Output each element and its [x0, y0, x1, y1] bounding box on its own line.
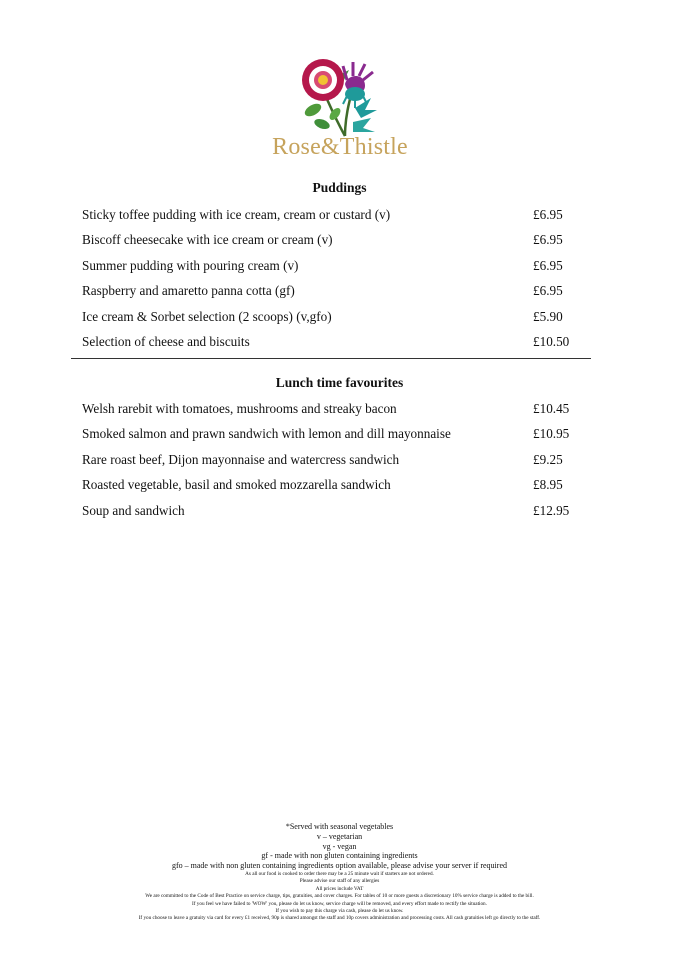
item-price: £6.95 — [533, 207, 563, 222]
lunch-list — [82, 400, 590, 527]
item-price: £6.95 — [533, 232, 563, 248]
menu-item — [82, 425, 590, 450]
footnote: vg - vegan — [322, 841, 357, 851]
item-price: £6.95 — [533, 257, 563, 273]
fine-print: As all our food is cooked to order there may be a 25 minute wait if starters are not ordered. — [245, 870, 434, 877]
item-name: Ice cream & Sorbet selection (2 scoops) (v,gfo) — [82, 308, 332, 324]
section-divider — [71, 358, 591, 359]
section-title-puddings: Puddings — [312, 180, 367, 195]
item-name: Welsh rarebit with tomatoes, mushrooms and streaky bacon — [82, 401, 397, 416]
item-name: Sticky toffee pudding with ice cream, cream or custard (v) — [82, 207, 391, 222]
menu-item — [82, 451, 590, 476]
item-name: Smoked salmon and prawn sandwich with lemon and dill mayonnaise — [82, 426, 451, 442]
item-price: £12.95 — [533, 502, 570, 518]
item-name: Summer pudding with pouring cream (v) — [82, 257, 299, 273]
menu-item — [82, 308, 590, 333]
brand-logo — [255, 48, 425, 168]
item-price: £5.90 — [533, 308, 563, 324]
item-name: Selection of cheese and biscuits — [82, 333, 250, 349]
brand-name: Rose&Thistle — [272, 134, 408, 160]
item-name: Roasted vegetable, basil and smoked mozzarella sandwich — [82, 477, 391, 493]
item-price: £8.95 — [533, 477, 563, 493]
menu-footer — [0, 822, 679, 923]
puddings-list — [82, 206, 590, 358]
item-price: £6.95 — [533, 283, 563, 299]
footnote: v – vegetarian — [316, 831, 363, 841]
menu-item — [82, 476, 590, 501]
item-name: Biscoff cheesecake with ice cream or cream (v) — [82, 232, 333, 248]
item-price: £10.95 — [533, 426, 570, 442]
footnote: *Served with seasonal vegetables — [285, 822, 394, 831]
menu-item — [82, 400, 590, 425]
footnote: gf - made with non gluten containing ingredients — [261, 851, 418, 861]
section-title-lunch: Lunch time favourites — [275, 375, 404, 390]
rose-thistle-emblem-icon — [295, 52, 385, 140]
fine-print: If you wish to pay this charge via cash, please do let us know. — [275, 908, 404, 915]
menu-item — [82, 231, 590, 256]
fine-print: Please advise our staff of any allergies — [299, 878, 380, 885]
fine-print: If you choose to leave a gratuity via card for every £1 received, 90p is shared amongst the staff and 10p covers administration and processing costs. All cash gratuities left go directly to the staff. — [138, 915, 541, 922]
item-price: £10.50 — [533, 333, 570, 349]
fine-print: If you feel we have failed to 'WOW' you, please do let us know, service charge will be removed, and every effort made to rectify the situation. — [192, 900, 487, 907]
menu-item — [82, 257, 590, 282]
fine-print: All prices include VAT — [315, 885, 364, 892]
menu-item — [82, 282, 590, 307]
item-name: Soup and sandwich — [82, 502, 185, 518]
item-name: Rare roast beef, Dijon mayonnaise and watercress sandwich — [82, 451, 400, 467]
item-name: Raspberry and amaretto panna cotta (gf) — [82, 283, 295, 299]
fine-print: We are committed to the Code of Best Practice on service charge, tips, gratuities, and cover charges. For tables of 10 or more guests a discretionary 10% service charge is added to the bill. — [145, 893, 534, 900]
footnote: gfo – made with non gluten containing ingredients option available, please advise your server if required — [171, 861, 507, 871]
menu-item — [82, 502, 590, 527]
menu-item — [82, 333, 590, 358]
item-price: £9.25 — [533, 451, 563, 467]
menu-item — [82, 206, 590, 231]
item-price: £10.45 — [533, 401, 570, 416]
